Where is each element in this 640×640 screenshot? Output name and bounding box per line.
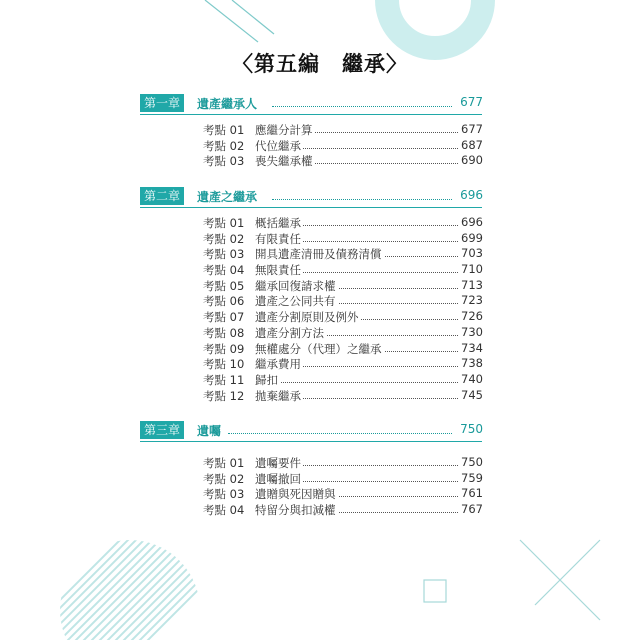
ring-decoration: [387, 0, 483, 48]
entry-page: 730: [461, 324, 483, 339]
entry-title: 概括繼承: [255, 216, 301, 230]
toc-entry[interactable]: [140, 293, 500, 309]
entry-number: 考點 03: [203, 154, 245, 169]
chapter-1: [140, 94, 500, 169]
entry-number: 考點 03: [203, 487, 245, 502]
entry-number: 考點 04: [203, 503, 245, 518]
entry-page: 710: [461, 262, 483, 277]
chapter-underline: [140, 114, 482, 115]
toc-entry[interactable]: [140, 471, 500, 487]
chapter-title: 遺囑: [197, 424, 222, 438]
chapter-underline: [140, 441, 482, 442]
entry-title: 無權處分（代理）之繼承: [255, 341, 382, 356]
chapter-2: [140, 187, 500, 403]
entry-number: 考點 04: [203, 263, 245, 278]
entry-page: 713: [461, 277, 483, 292]
chapter-page: 696: [460, 188, 483, 202]
entry-title: 開具遺產清冊及債務清償: [255, 247, 382, 262]
leader-dots: [272, 199, 452, 200]
entry-page: 687: [461, 137, 483, 152]
entry-title: 繼承費用: [255, 357, 301, 372]
chapter-badge: 第二章: [140, 187, 184, 205]
leader-dots: [258, 382, 466, 383]
entry-title: 遺贈與死因贈與: [255, 487, 336, 502]
line-decoration: [535, 540, 600, 605]
entry-page: 767: [461, 502, 483, 517]
toc-entry[interactable]: [140, 455, 500, 471]
entry-title: 代位繼承: [255, 138, 301, 153]
chapter-3: [140, 421, 500, 518]
entry-title: 有限責任: [255, 231, 301, 246]
toc-entry[interactable]: [140, 246, 500, 262]
toc-entry[interactable]: [140, 122, 500, 138]
toc-entry[interactable]: [140, 388, 500, 404]
entry-title: 拋棄繼承: [255, 388, 301, 403]
toc-entry[interactable]: [140, 372, 500, 388]
leader-dots: [272, 106, 452, 107]
leader-dots: [228, 433, 452, 434]
entry-title: 應繼分計算: [255, 123, 313, 137]
entry-title: 無限責任: [255, 263, 301, 278]
entry-title: 喪失繼承權: [255, 154, 313, 169]
chapter-heading[interactable]: [140, 421, 500, 443]
entry-page: 759: [461, 470, 483, 485]
entry-page: 738: [461, 356, 483, 371]
entry-page: 745: [461, 387, 483, 402]
toc-entry[interactable]: [140, 309, 500, 325]
line-decoration: [232, 0, 274, 34]
entry-number: 考點 05: [203, 278, 245, 293]
page-title: 〈第五編 繼承〉: [232, 52, 408, 76]
chapter-underline: [140, 207, 482, 208]
entry-title: 繼承回復請求權: [255, 278, 336, 293]
entry-number: 考點 01: [203, 123, 245, 137]
square-decoration: [424, 580, 446, 602]
toc-entry[interactable]: [140, 341, 500, 357]
chapter-badge: 第一章: [140, 94, 184, 112]
entry-title: 特留分與扣減權: [255, 503, 336, 518]
entry-page: 677: [461, 122, 483, 136]
entry-page: 703: [461, 246, 483, 261]
entry-page: 726: [461, 309, 483, 324]
toc-entry[interactable]: [140, 215, 500, 231]
toc-entry[interactable]: [140, 262, 500, 278]
entry-title: 歸扣: [255, 372, 278, 387]
toc-entry[interactable]: [140, 486, 500, 502]
toc-entry[interactable]: [140, 356, 500, 372]
chapter-heading[interactable]: [140, 94, 500, 116]
entry-page: 699: [461, 230, 483, 245]
entry-title: 遺囑要件: [255, 456, 301, 470]
entry-number: 考點 01: [203, 216, 245, 230]
chapter-heading[interactable]: [140, 187, 500, 209]
entry-number: 考點 06: [203, 294, 245, 309]
entry-page: 723: [461, 293, 483, 308]
entry-number: 考點 03: [203, 247, 245, 262]
entry-page: 750: [461, 455, 483, 469]
entry-number: 考點 07: [203, 310, 245, 325]
toc-entry[interactable]: [140, 325, 500, 341]
entry-title: 遺產分割原則及例外: [255, 310, 359, 325]
entry-page: 734: [461, 340, 483, 355]
chapter-title: 遺產繼承人: [197, 97, 258, 111]
entry-number: 考點 01: [203, 456, 245, 470]
entry-page: 690: [461, 153, 483, 168]
entry-page: 740: [461, 371, 483, 386]
entry-title: 遺產之公同共有: [255, 294, 336, 309]
entry-number: 考點 09: [203, 341, 245, 356]
toc-entry[interactable]: [140, 278, 500, 294]
chapter-page: 750: [460, 422, 483, 436]
chapter-badge: 第三章: [140, 421, 184, 439]
line-decoration: [205, 0, 258, 42]
toc-entry[interactable]: [140, 502, 500, 518]
entry-number: 考點 11: [203, 372, 245, 387]
toc-entry[interactable]: [140, 138, 500, 154]
entry-number: 考點 02: [203, 471, 245, 486]
entry-number: 考點 12: [203, 388, 245, 403]
entry-number: 考點 02: [203, 231, 245, 246]
entry-page: 696: [461, 215, 483, 229]
entry-page: 761: [461, 486, 483, 501]
striped-circle-decoration: [0, 520, 268, 640]
entry-number: 考點 08: [203, 325, 245, 340]
entry-number: 考點 02: [203, 138, 245, 153]
entry-title: 遺囑撤回: [255, 471, 301, 486]
entry-number: 考點 10: [203, 357, 245, 372]
entry-title: 遺產分割方法: [255, 325, 324, 340]
chapter-page: 677: [460, 95, 483, 109]
toc-entry[interactable]: [140, 231, 500, 247]
chapter-title: 遺產之繼承: [197, 190, 258, 204]
toc-entry[interactable]: [140, 153, 500, 169]
